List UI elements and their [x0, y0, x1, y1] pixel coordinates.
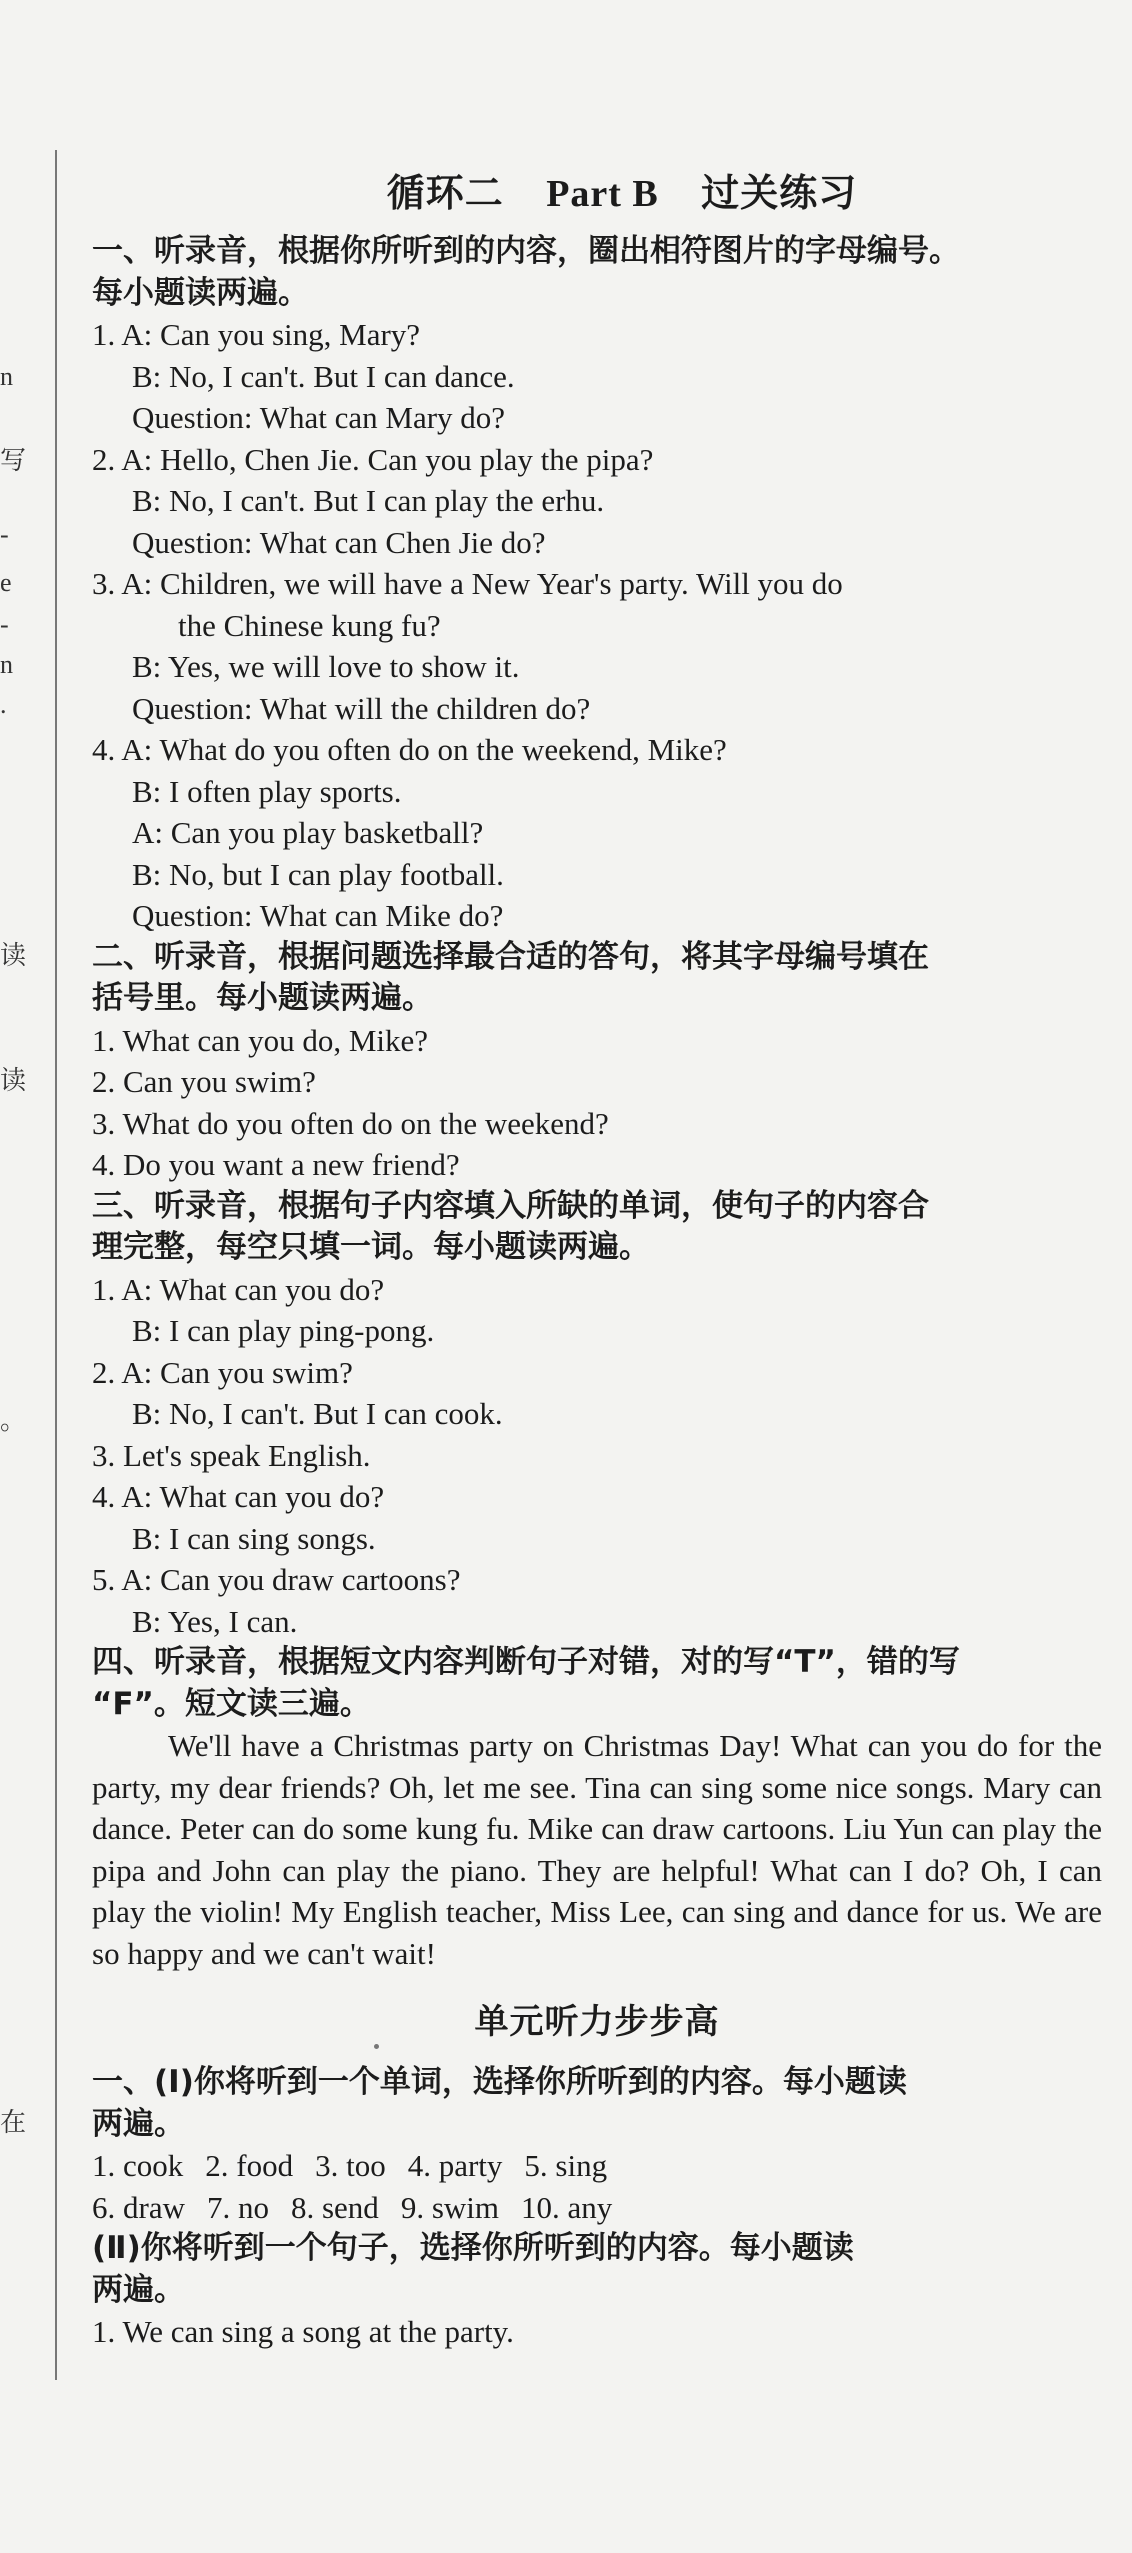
dialogue-line: 3. Let's speak English. — [92, 1437, 371, 1473]
margin-fragment: . — [0, 690, 7, 719]
dialogue-line: B: Yes, we will love to show it. — [132, 649, 520, 684]
dialogue-line: 5. A: Can you draw cartoons? — [92, 1562, 461, 1597]
margin-fragment: 写 — [0, 446, 27, 475]
section-heading: 四、听录音，根据短文内容判断句子对错，对的写“T”，错的写 — [92, 1644, 960, 1680]
dialogue-line: A: Can you play basketball? — [132, 815, 484, 850]
dialogue-line: 4. A: What can you do? — [92, 1479, 385, 1514]
margin-fragment: 。 — [0, 1406, 27, 1435]
margin-fragment: 读 — [0, 1066, 27, 1095]
section-heading: 二、听录音，根据问题选择最合适的答句，将其字母编号填在 — [92, 938, 929, 975]
section-heading-cont: “F”。短文读三遍。 — [92, 1685, 371, 1722]
section-heading-cont: 理完整，每空只填一词。每小题读两遍。 — [92, 1229, 650, 1265]
unit-title: 单元听力步步高 — [474, 2002, 720, 2042]
dialogue-line: B: I often play sports. — [132, 773, 402, 809]
column-divider — [55, 150, 57, 2380]
dialogue-line: B: No, I can't. But I can dance. — [132, 358, 515, 394]
dialogue-line: B: No, I can't. But I can cook. — [132, 1396, 503, 1431]
margin-fragment: - — [0, 610, 9, 639]
passage-paragraph: We'll have a Christmas party on Christmas Day! What can you do for the party, my dear friends? Oh, let me see. Tina can sing some nice songs. Mary can dance. Peter can do some kung fu. Mike can draw cartoons. Liu Yun can play the pipa and John can play the piano. They are helpful! What can I do? Oh, I can play the violin! My English teacher, Miss Lee, can sing and dance for us. We are so happy and we can't wait! — [92, 1728, 1102, 1971]
dialogue-line: 1. A: Can you sing, Mary? — [92, 317, 421, 352]
question-line: Question: What can Mary do? — [132, 400, 506, 435]
margin-fragment: e — [0, 568, 12, 597]
word-option: 9. swim — [400, 2189, 499, 2225]
word-options-row — [92, 2187, 1102, 2229]
section-heading-cont: 括号里。每小题读两遍。 — [92, 980, 433, 1016]
question-item: 3. What do you often do on the weekend? — [92, 1105, 609, 1141]
sub-section-heading-cont: 两遍。 — [92, 2271, 185, 2308]
dialogue-line: B: I can play ping-pong. — [132, 1313, 435, 1348]
word-option: 8. send — [290, 2189, 379, 2225]
dialogue-line: 4. A: What do you often do on the weekend, Mike? — [92, 732, 727, 767]
dialogue-line: B: Yes, I can. — [132, 1603, 298, 1639]
question-line: Question: What will the children do? — [132, 690, 591, 726]
word-option: 4. party — [407, 2148, 503, 2183]
word-option: 7. no — [206, 2189, 269, 2225]
dialogue-line: B: No, I can't. But I can play the erhu. — [132, 483, 605, 518]
word-option: 6. draw — [92, 2189, 185, 2225]
question-line: Question: What can Mike do? — [132, 898, 504, 933]
word-option: 5. sing — [524, 2148, 608, 2183]
question-line: Question: What can Chen Jie do? — [132, 524, 546, 560]
sub-section-heading: (Ⅱ)你将听到一个句子，选择你所听到的内容。每小题读 — [92, 2230, 854, 2266]
margin-fragment: 在 — [0, 2108, 27, 2137]
dialogue-line: 3. A: Children, we will have a New Year's party. Will you do — [92, 566, 843, 601]
word-option: 10. any — [521, 2189, 613, 2225]
section-heading-cont: 两遍。 — [92, 2105, 185, 2142]
title-exercise: 过关练习 — [701, 173, 858, 215]
margin-fragment: n — [0, 650, 13, 679]
sentence-item: 1. We can sing a song at the party. — [92, 2314, 514, 2349]
margin-fragment: n — [0, 362, 13, 391]
dialogue-line: 2. A: Can you swim? — [92, 1354, 353, 1390]
dialogue-line: B: I can sing songs. — [132, 1520, 376, 1556]
margin-fragment: - — [0, 520, 9, 549]
word-option: 3. too — [315, 2148, 386, 2183]
page-content — [92, 158, 1102, 2353]
section-heading: 三、听录音，根据句子内容填入所缺的单词，使句子的内容合 — [92, 1187, 929, 1224]
question-item: 4. Do you want a new friend? — [92, 1147, 460, 1182]
section-heading-cont: 每小题读两遍。 — [92, 274, 309, 311]
word-option: 2. food — [205, 2148, 294, 2183]
title-cycle: 循环二 — [386, 173, 504, 215]
question-item: 2. Can you swim? — [92, 1064, 316, 1099]
dialogue-line: B: No, but I can play football. — [132, 856, 504, 892]
dialogue-line: 2. A: Hello, Chen Jie. Can you play the pipa? — [92, 441, 654, 477]
word-option: 1. cook — [92, 2148, 184, 2183]
title-part: Part B — [546, 173, 659, 215]
page-title — [142, 162, 1102, 217]
left-margin-cropped-text — [0, 0, 58, 2553]
dialogue-line: 1. A: What can you do? — [92, 1271, 385, 1307]
margin-fragment: 读 — [0, 941, 27, 970]
section-heading: 一、听录音，根据你所听到的内容，圈出相符图片的字母编号。 — [92, 233, 960, 269]
question-item: 1. What can you do, Mike? — [92, 1022, 429, 1058]
dialogue-line: the Chinese kung fu? — [178, 607, 441, 643]
section-heading: 一、(Ⅰ)你将听到一个单词，选择你所听到的内容。每小题读 — [92, 2064, 907, 2100]
word-options-row — [92, 2145, 1102, 2187]
